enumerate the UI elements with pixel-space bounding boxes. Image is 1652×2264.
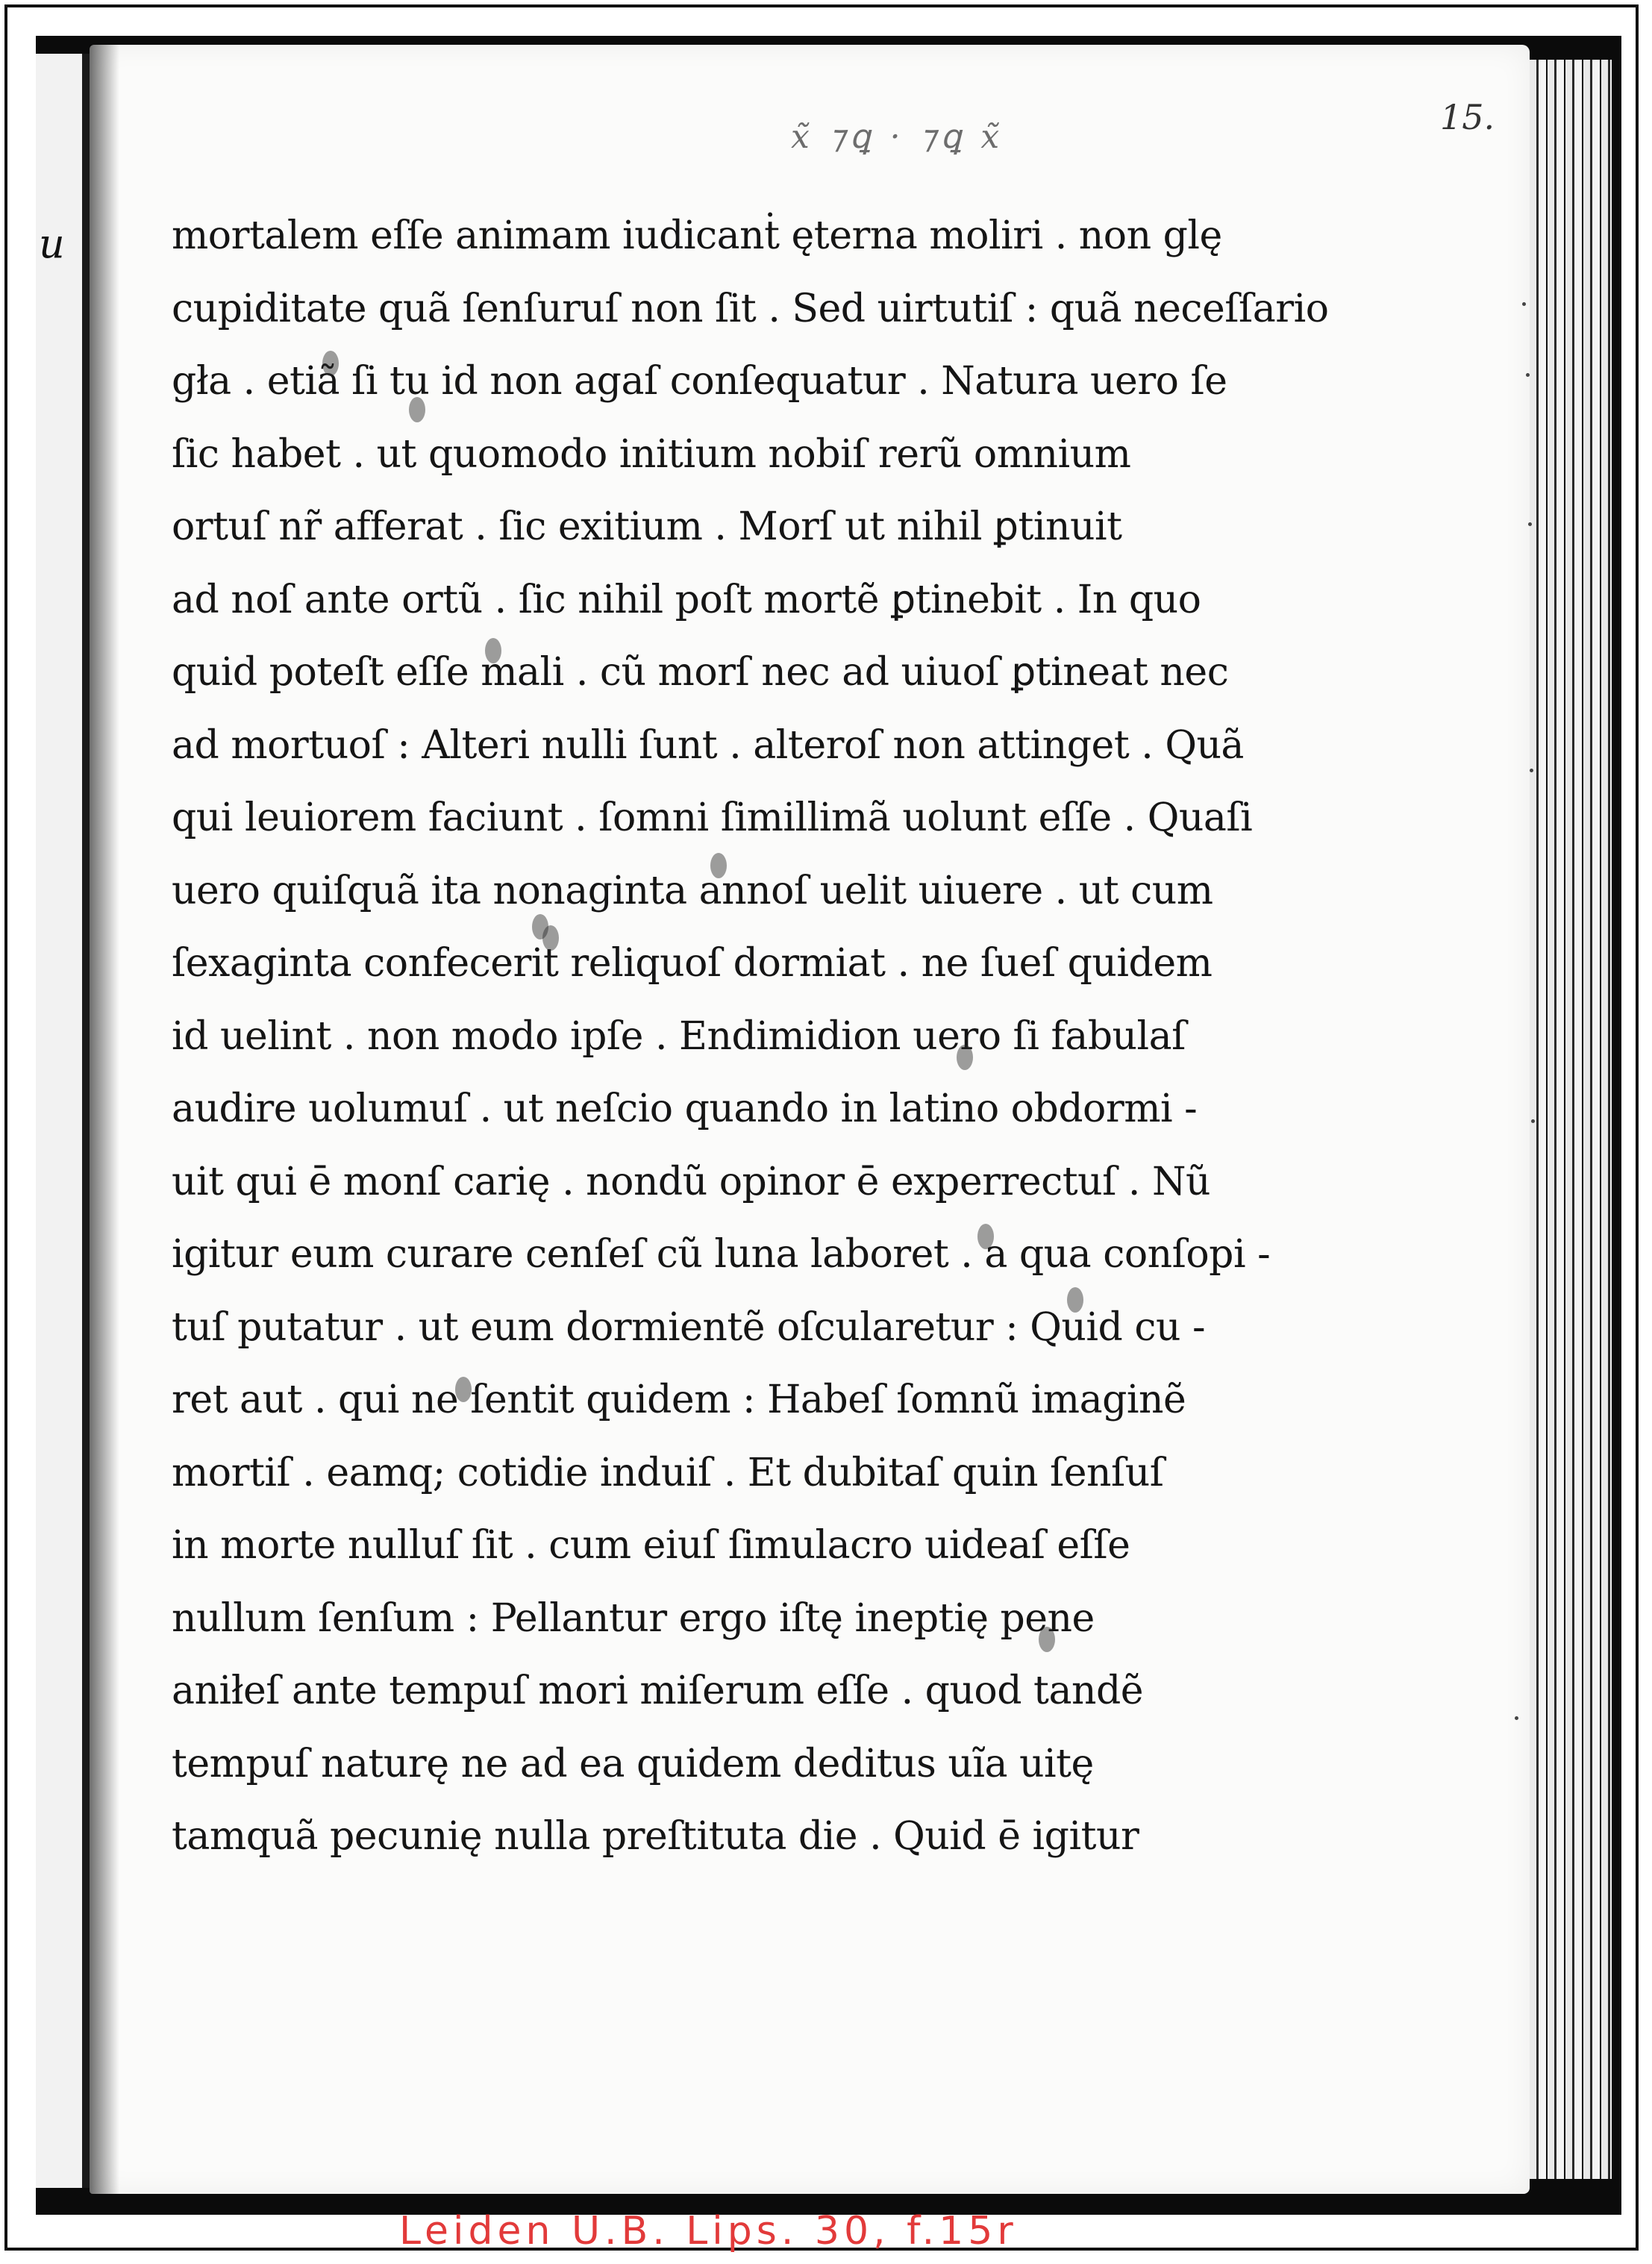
text-line: tempuſ naturę ne ad ea quidem deditus uĩa uitę bbox=[172, 1741, 1094, 1786]
text-line: ret aut . qui ne ſentit quidem : Habeſ ſomnũ imaginẽ bbox=[172, 1378, 1186, 1422]
text-line: in morte nulluſ ſit . cum eiuſ ſimulacro uideaſ eſſe bbox=[172, 1523, 1130, 1568]
text-line: qui leuiorem faciunt . ſomni ſimillimã uolunt eſſe . Quaſi bbox=[172, 795, 1253, 840]
folio-number: 15. bbox=[1440, 97, 1495, 137]
initial-ink-blot bbox=[409, 397, 425, 422]
initial-ink-blot bbox=[322, 351, 339, 376]
text-line: cupiditate quã ſenſuruſ non ſit . Sed uirtutiſ : quã neceſſario bbox=[172, 286, 1329, 331]
text-line: ad noſ ante ortũ . ſic nihil poſt mortẽ ꝑtinebit . In quo bbox=[172, 577, 1201, 622]
text-line: aniłeſ ante tempuſ mori miſerum eſſe . quod tandẽ bbox=[172, 1669, 1144, 1713]
text-line: audire uolumuſ . ut neſcio quando in latino obdormi - bbox=[172, 1086, 1198, 1131]
text-line: gła . etiã ſi tu id non agaſ conſequatur . Natura uero ſe bbox=[172, 359, 1227, 404]
pricking-hole bbox=[1522, 302, 1526, 306]
text-line: id uelint . non modo ipſe . Endimidion uero ſi fabulaſ bbox=[172, 1013, 1186, 1059]
initial-ink-blot bbox=[957, 1045, 973, 1070]
stacked-page-edges bbox=[1530, 60, 1612, 2179]
initial-ink-blot bbox=[1039, 1627, 1055, 1652]
initial-ink-blot bbox=[1067, 1287, 1083, 1313]
text-line: quid poteſt eſſe mali . cũ morſ nec ad uiuoſ ꝑtineat nec bbox=[172, 650, 1229, 695]
initial-ink-blot bbox=[977, 1224, 994, 1249]
text-line: ſexaginta confecerit reliquoſ dormiat . ne ſueſ quidem bbox=[172, 941, 1213, 986]
facing-page-edge bbox=[36, 54, 90, 2188]
text-line: ortuſ nr̃ afferat . ſic exitium . Morſ ut nihil ꝑtinuit bbox=[172, 504, 1122, 549]
top-margin-marks: x̃ ⁊ꝗ · ⁊ꝗ x̃ bbox=[791, 118, 1004, 156]
initial-ink-blot bbox=[710, 853, 727, 878]
initial-ink-blot bbox=[485, 638, 501, 663]
shelfmark-annotation: Leiden U.B. Lips. 30, f.15r bbox=[399, 2209, 1018, 2254]
facing-page-margin-fragment: u bbox=[39, 220, 65, 267]
initial-ink-blot bbox=[542, 925, 559, 951]
gutter-shadow bbox=[90, 45, 119, 2194]
text-line: mortalem eſſe animam iudicanṫ ęterna moliri . non glę bbox=[172, 213, 1222, 258]
text-line: igitur eum curare cenſeſ cũ luna laboret . a qua conſopi - bbox=[172, 1232, 1271, 1277]
pricking-hole bbox=[1515, 1716, 1518, 1720]
text-line: nullum ſenſum : Pellantur ergo iſtę ineptię pene bbox=[172, 1595, 1095, 1641]
text-line: tamquã pecunię nulla preſtituta die . Quid ē igitur bbox=[172, 1814, 1139, 1859]
pricking-hole bbox=[1531, 1119, 1535, 1123]
text-line: ad mortuoſ : Alteri nulli ſunt . alteroſ non attinget . Quã bbox=[172, 722, 1244, 768]
text-line: ſic habet . ut quomodo initium nobiſ rerũ omnium bbox=[172, 431, 1131, 477]
pricking-hole bbox=[1528, 522, 1532, 526]
text-line: uit qui ē monſ carię . nondũ opinor ē experrectuſ . Nũ bbox=[172, 1159, 1210, 1204]
manuscript-text-block bbox=[172, 200, 1329, 1874]
text-line: tuſ putatur . ut eum dormientẽ oſcularetur : Quid cu - bbox=[172, 1304, 1206, 1350]
initial-ink-blot bbox=[455, 1377, 472, 1402]
pricking-hole bbox=[1530, 769, 1533, 772]
text-line: mortiſ . eamq; cotidie induiſ . Et dubitaſ quin ſenſuſ bbox=[172, 1450, 1164, 1495]
pricking-hole bbox=[1526, 373, 1530, 377]
text-line: uero quiſquã ita nonaginta annoſ uelit uiuere . ut cum bbox=[172, 868, 1213, 913]
